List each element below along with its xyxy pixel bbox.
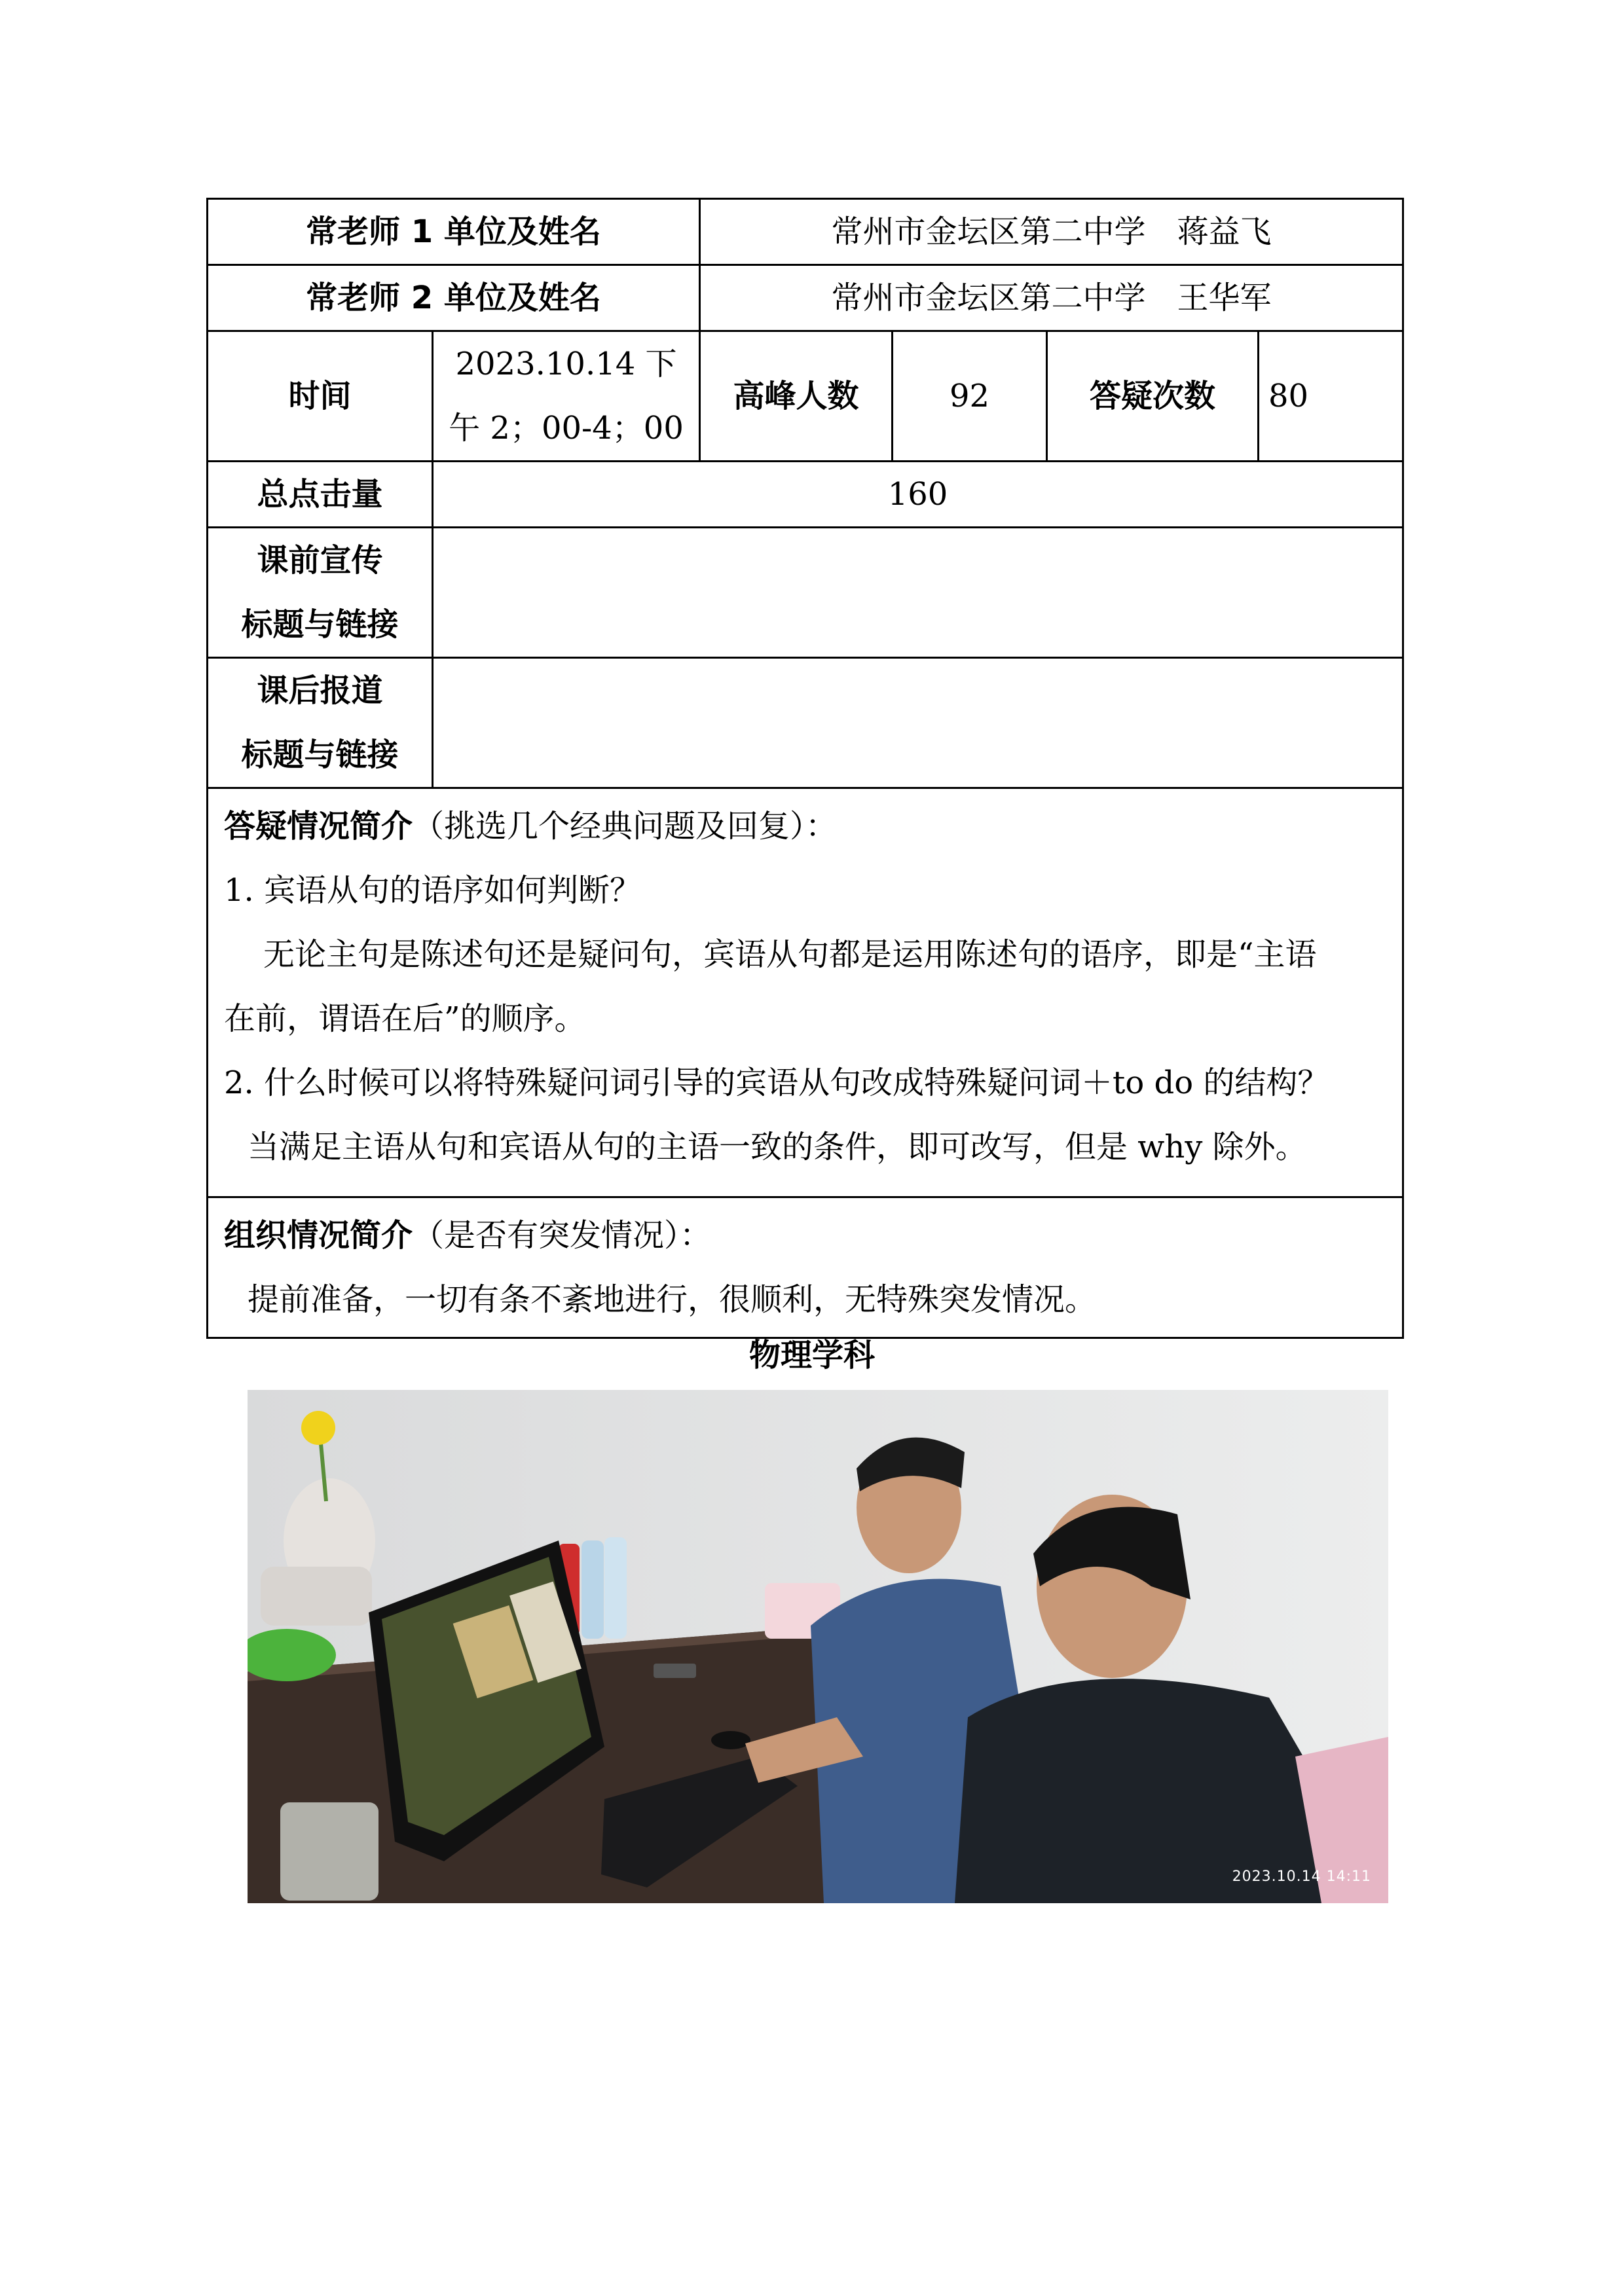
teacher-2-value: 常州市金坛区第二中学 王华军 [700,265,1403,331]
total-clicks-label: 总点击量 [208,462,433,528]
classroom-photo-illustration [248,1390,1388,1903]
qa-summary-cell [208,788,1403,1197]
qa-summary-heading-rest: （挑选几个经典问题及回复）： [413,808,838,845]
time-value-line-1: 2023.10.14 下 [455,346,677,382]
pre-class-promo-label-line-1: 课前宣传 [257,542,383,579]
time-label: 时间 [208,331,433,462]
report-table [206,198,1404,1339]
photo-caption: 物理学科 [748,1337,875,1374]
teacher-1-value: 常州市金坛区第二中学 蒋益飞 [700,199,1403,265]
classroom-photo [248,1390,1388,1903]
row-total-clicks [208,462,1403,528]
row-teacher-1 [208,199,1403,265]
total-clicks-value: 160 [433,462,1403,528]
organization-text: 提前准备，一切有条不紊地进行，很顺利，无特殊突发情况。 [248,1281,1097,1318]
photo-timestamp: 2023.10.14 14:11 [1232,1868,1371,1885]
peak-value: 92 [893,331,1047,462]
row-teacher-2 [208,265,1403,331]
post-class-report-value [433,658,1403,788]
row-time [208,331,1403,462]
organization-heading-bold: 组织情况简介 [224,1217,413,1254]
post-class-report-label-line-1: 课后报道 [257,672,383,709]
qa-summary-heading [224,794,1386,858]
qa-answer-1-line-2: 在前，谓语在后”的顺序。 [224,1000,586,1037]
time-value-line-2: 午 2；00-4；00 [449,410,684,446]
organization-cell [208,1197,1403,1338]
row-post-class-report [208,658,1403,788]
qa-count-label: 答疑次数 [1047,331,1259,462]
pre-class-promo-label-line-2: 标题与链接 [241,606,399,643]
row-qa-summary [208,788,1403,1197]
peak-label: 高峰人数 [700,331,893,462]
qa-question-1: 1. 宾语从句的语序如何判断？ [224,872,642,909]
time-value [433,331,700,462]
organization-heading-rest: （是否有突发情况）： [413,1217,712,1254]
organization-heading [224,1203,1386,1267]
qa-answer-2: 当满足主语从句和宾语从句的主语一致的条件，即可改写，但是 why 除外。 [248,1129,1307,1165]
teacher-1-label: 常老师 1 单位及姓名 [208,199,700,265]
qa-answer-1-line-1: 无论主句是陈述句还是疑问句，宾语从句都是运用陈述句的语序，即是“主语 [263,936,1317,973]
qa-question-2: 2. 什么时候可以将特殊疑问词引导的宾语从句改成特殊疑问词＋to do 的结构？ [224,1065,1329,1101]
qa-count-value: 80 [1259,331,1403,462]
pre-class-promo-label [208,528,433,658]
teacher-2-label: 常老师 2 单位及姓名 [208,265,700,331]
post-class-report-label-line-2: 标题与链接 [241,737,399,773]
row-pre-class-promo [208,528,1403,658]
row-organization [208,1197,1403,1338]
post-class-report-label [208,658,433,788]
pre-class-promo-value [433,528,1403,658]
qa-summary-heading-bold: 答疑情况简介 [224,808,413,845]
